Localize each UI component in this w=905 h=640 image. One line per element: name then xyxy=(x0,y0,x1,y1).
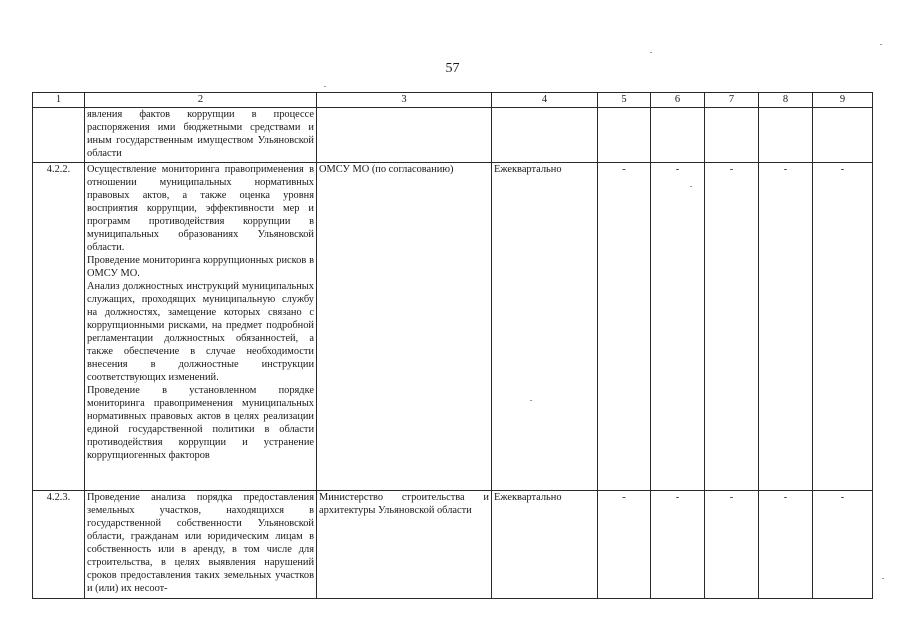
item-executor: ОМСУ МО (по согласованию) xyxy=(317,163,492,491)
item-number: 4.2.3. xyxy=(33,491,85,599)
funding-cell: - xyxy=(813,163,873,491)
action-plan-table xyxy=(32,92,873,599)
funding-cell xyxy=(813,108,873,163)
funding-cell: - xyxy=(759,163,813,491)
scan-speck xyxy=(880,44,882,45)
funding-cell xyxy=(598,108,651,163)
scan-speck xyxy=(882,578,884,579)
item-description xyxy=(85,108,317,163)
column-header: 2 xyxy=(85,93,317,108)
item-description xyxy=(85,491,317,599)
funding-cell xyxy=(651,108,705,163)
funding-cell xyxy=(759,108,813,163)
column-header: 3 xyxy=(317,93,492,108)
funding-cell: - xyxy=(759,491,813,599)
description-paragraph: Проведение в установленном порядке мониторинга правоприменения муниципальных нормативных правовых актов в целях реализации единой государственной политики в области противодействия коррупции и устранение коррупциогенных факторов xyxy=(87,385,314,461)
column-header: 4 xyxy=(492,93,598,108)
funding-cell: - xyxy=(651,163,705,491)
item-executor xyxy=(317,108,492,163)
description-paragraph: Осуществление мониторинга правоприменения в отношении муниципальных нормативных правовых актов, а также оценка уровня восприятия коррупции, эффективности мер и программ противодействия коррупции в муниципальных образованиях Ульяновской области. xyxy=(87,164,314,253)
table-row xyxy=(33,163,873,491)
item-number xyxy=(33,108,85,163)
scan-speck xyxy=(650,52,652,53)
item-term: Ежеквартально xyxy=(492,491,598,599)
page-number: 57 xyxy=(445,61,460,76)
column-number-row xyxy=(33,93,873,108)
funding-cell: - xyxy=(598,491,651,599)
funding-cell: - xyxy=(705,163,759,491)
column-header: 5 xyxy=(598,93,651,108)
item-term xyxy=(492,108,598,163)
column-header: 1 xyxy=(33,93,85,108)
column-header: 8 xyxy=(759,93,813,108)
description-paragraph: Проведение анализа порядка предоставления земельных участков, находящихся в государственной собственности Ульяновской области, гражданам или юридическим лицам в собственность или в аренду, в том числе для строительства, в целях выявления нарушений сроков предоставления таких земельных участков и (или) их несоот- xyxy=(87,492,314,594)
funding-cell: - xyxy=(598,163,651,491)
scan-speck xyxy=(324,86,326,87)
description-paragraph: Проведение мониторинга коррупционных рисков в ОМСУ МО. xyxy=(87,255,314,279)
funding-cell xyxy=(705,108,759,163)
funding-cell: - xyxy=(651,491,705,599)
item-term: Ежеквартально xyxy=(492,163,598,491)
item-executor: Министерство строительства и архитектуры Ульяновской области xyxy=(317,491,492,599)
funding-cell: - xyxy=(813,491,873,599)
item-description xyxy=(85,163,317,491)
description-paragraph: Анализ должностных инструкций муниципальных служащих, проходящих муниципальную службу на должностях, замещение которых связано с коррупционными рисками, на предмет подробной регламентации должностных обязанностей, а также обеспечение в случае необходимости внесения в должностные инструкции соответствующих изменений. xyxy=(87,281,314,383)
column-header: 9 xyxy=(813,93,873,108)
item-number: 4.2.2. xyxy=(33,163,85,491)
funding-cell: - xyxy=(705,491,759,599)
description-paragraph: явления фактов коррупции в процессе распоряжения ими бюджетными средствами и иным государственным имуществом Ульяновской области xyxy=(87,109,314,159)
table-row xyxy=(33,108,873,163)
column-header: 7 xyxy=(705,93,759,108)
scan-speck xyxy=(530,400,532,401)
table-row xyxy=(33,491,873,599)
scan-speck xyxy=(690,186,692,187)
column-header: 6 xyxy=(651,93,705,108)
